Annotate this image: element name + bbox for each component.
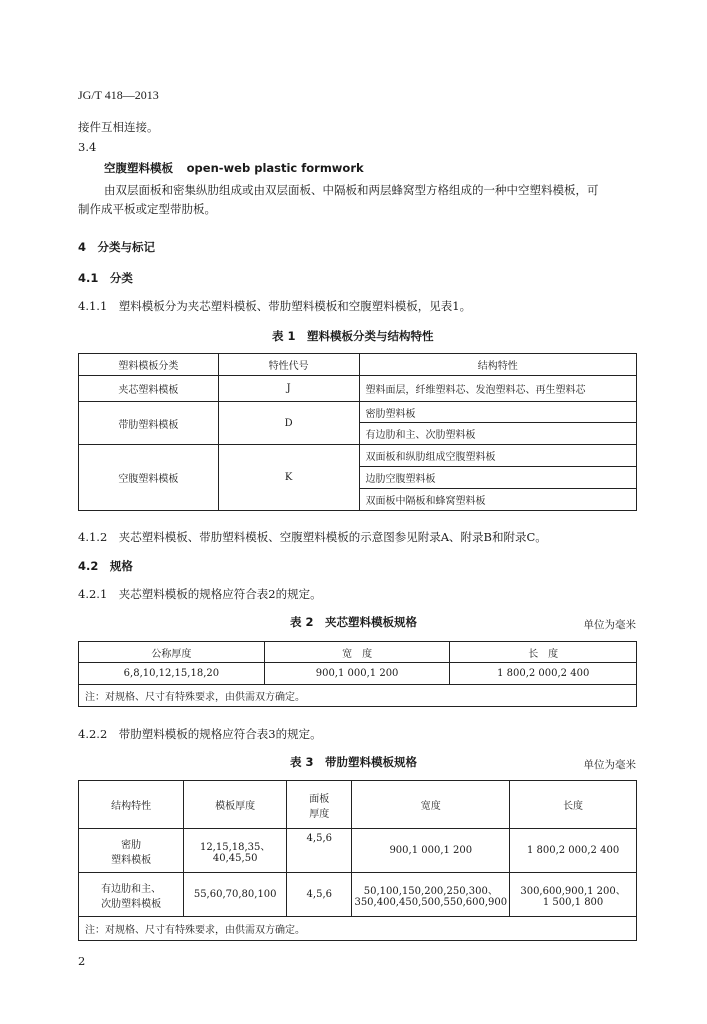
table-header-cell: 结构特性 xyxy=(79,781,184,829)
table-cell: 4,5,6 xyxy=(287,829,352,873)
section-3-4-number: 3.4 xyxy=(78,140,97,154)
term-chinese: 空腹塑料模板 xyxy=(104,161,173,175)
table-cell: K xyxy=(218,445,359,511)
section-4-1-1-text: 4.1.1 塑料模板分为夹芯塑料模板、带肋塑料模板和空腹塑料模板，见表1。 xyxy=(78,299,472,313)
table-cell: 塑料面层，纤维塑料芯、发泡塑料芯、再生塑料芯 xyxy=(359,376,637,402)
table-cell: 双面板中隔板和蜂窝塑料板 xyxy=(359,489,637,511)
table-2 xyxy=(78,641,637,707)
table-header-cell xyxy=(287,781,352,829)
section-4-2-1-text: 4.2.1 夹芯塑料模板的规格应符合表2的规定。 xyxy=(78,587,322,601)
table-row xyxy=(79,642,637,663)
table-2-title: 表 2 夹芯塑料模板规格 xyxy=(290,615,418,629)
definition-line-2: 制作成平板或定型带肋板。 xyxy=(78,202,216,216)
table-3 xyxy=(78,780,637,941)
table-cell: 双面板和纵肋组成空腹塑料板 xyxy=(359,445,637,467)
table-cell xyxy=(79,829,184,873)
table-cell: 1 800,2 000,2 400 xyxy=(450,663,637,685)
cell-line: 300,600,900,1 200、 xyxy=(520,885,626,897)
definition-line-1: 由双层面板和密集纵肋组成或由双层面板、中隔板和两层蜂窝型方格组成的一种中空塑料模板，可 xyxy=(104,183,599,197)
table-cell xyxy=(510,873,637,917)
table-3-title: 表 3 带肋塑料模板规格 xyxy=(290,755,418,769)
table-header-cell: 塑料模板分类 xyxy=(79,354,219,376)
table-row xyxy=(79,829,637,873)
header-line: 厚度 xyxy=(309,808,330,820)
header-line: 面板 xyxy=(309,793,330,805)
table-row xyxy=(79,873,637,917)
table-cell xyxy=(352,873,510,917)
table-row xyxy=(79,781,637,829)
section-3-4-term xyxy=(104,160,364,176)
section-4-2-2-text: 4.2.2 带肋塑料模板的规格应符合表3的规定。 xyxy=(78,727,322,741)
table-header-cell: 特性代号 xyxy=(218,354,359,376)
table-header-cell: 公称厚度 xyxy=(79,642,265,663)
table-header-cell: 宽 度 xyxy=(264,642,450,663)
table-cell: 900,1 000,1 200 xyxy=(352,829,510,873)
cell-line: 350,400,450,500,550,600,900 xyxy=(354,896,508,908)
table-2-note: 注：对规格、尺寸有特殊要求，由供需双方确定。 xyxy=(79,685,637,707)
table-row xyxy=(79,376,637,402)
table-cell: 带肋塑料模板 xyxy=(79,402,219,445)
table-row xyxy=(79,685,637,707)
table-cell xyxy=(184,829,287,873)
cell-line: 塑料模板 xyxy=(111,854,152,866)
table-header-cell: 长 度 xyxy=(450,642,637,663)
table-cell: 空腹塑料模板 xyxy=(79,445,219,511)
table-header-cell: 结构特性 xyxy=(359,354,637,376)
term-english: open-web plastic formwork xyxy=(186,161,364,175)
cell-line: 次肋塑料模板 xyxy=(101,898,162,910)
table-cell: 夹芯塑料模板 xyxy=(79,376,219,402)
table-cell: 4,5,6 xyxy=(287,873,352,917)
table-cell: 密肋塑料板 xyxy=(359,402,637,423)
table-1-title: 表 1 塑料模板分类与结构特性 xyxy=(272,329,434,343)
page-number: 2 xyxy=(78,954,86,968)
table-2-unit: 单位为毫米 xyxy=(583,619,636,631)
section-4-1-heading: 4.1 分类 xyxy=(78,271,133,285)
table-cell: 边肋空腹塑料板 xyxy=(359,467,637,489)
table-header-cell: 模板厚度 xyxy=(184,781,287,829)
section-4-2-heading: 4.2 规格 xyxy=(78,559,133,573)
table-row xyxy=(79,354,637,376)
section-4-1-2-text: 4.1.2 夹芯塑料模板、带肋塑料模板、空腹塑料模板的示意图参见附录A、附录B和附录C。 xyxy=(78,530,547,544)
table-3-note: 注：对规格、尺寸有特殊要求，由供需双方确定。 xyxy=(79,917,637,941)
cell-line: 1 500,1 800 xyxy=(542,896,604,908)
table-header-cell: 宽度 xyxy=(352,781,510,829)
cell-line: 有边肋和主、 xyxy=(101,883,162,895)
table-1 xyxy=(78,353,637,511)
cell-line: 50,100,150,200,250,300、 xyxy=(363,885,498,897)
table-cell: 6,8,10,12,15,18,20 xyxy=(79,663,265,685)
table-cell: J xyxy=(218,376,359,402)
continued-paragraph: 接件互相连接。 xyxy=(78,120,159,134)
table-cell: 1 800,2 000,2 400 xyxy=(510,829,637,873)
table-3-unit: 单位为毫米 xyxy=(583,759,636,771)
cell-line: 密肋 xyxy=(121,839,142,851)
table-header-cell: 长度 xyxy=(510,781,637,829)
table-cell xyxy=(79,873,184,917)
table-row xyxy=(79,663,637,685)
section-4-heading: 4 分类与标记 xyxy=(78,240,156,254)
table-cell: 900,1 000,1 200 xyxy=(264,663,450,685)
table-row xyxy=(79,445,637,467)
cell-line: 12,15,18,35、 xyxy=(199,841,271,853)
table-cell: 有边肋和主、次肋塑料板 xyxy=(359,423,637,445)
standard-code-header: JG/T 418—2013 xyxy=(78,88,159,102)
table-row xyxy=(79,917,637,941)
table-cell: D xyxy=(218,402,359,445)
table-row xyxy=(79,402,637,423)
table-cell: 55,60,70,80,100 xyxy=(184,873,287,917)
cell-line: 40,45,50 xyxy=(212,852,258,864)
